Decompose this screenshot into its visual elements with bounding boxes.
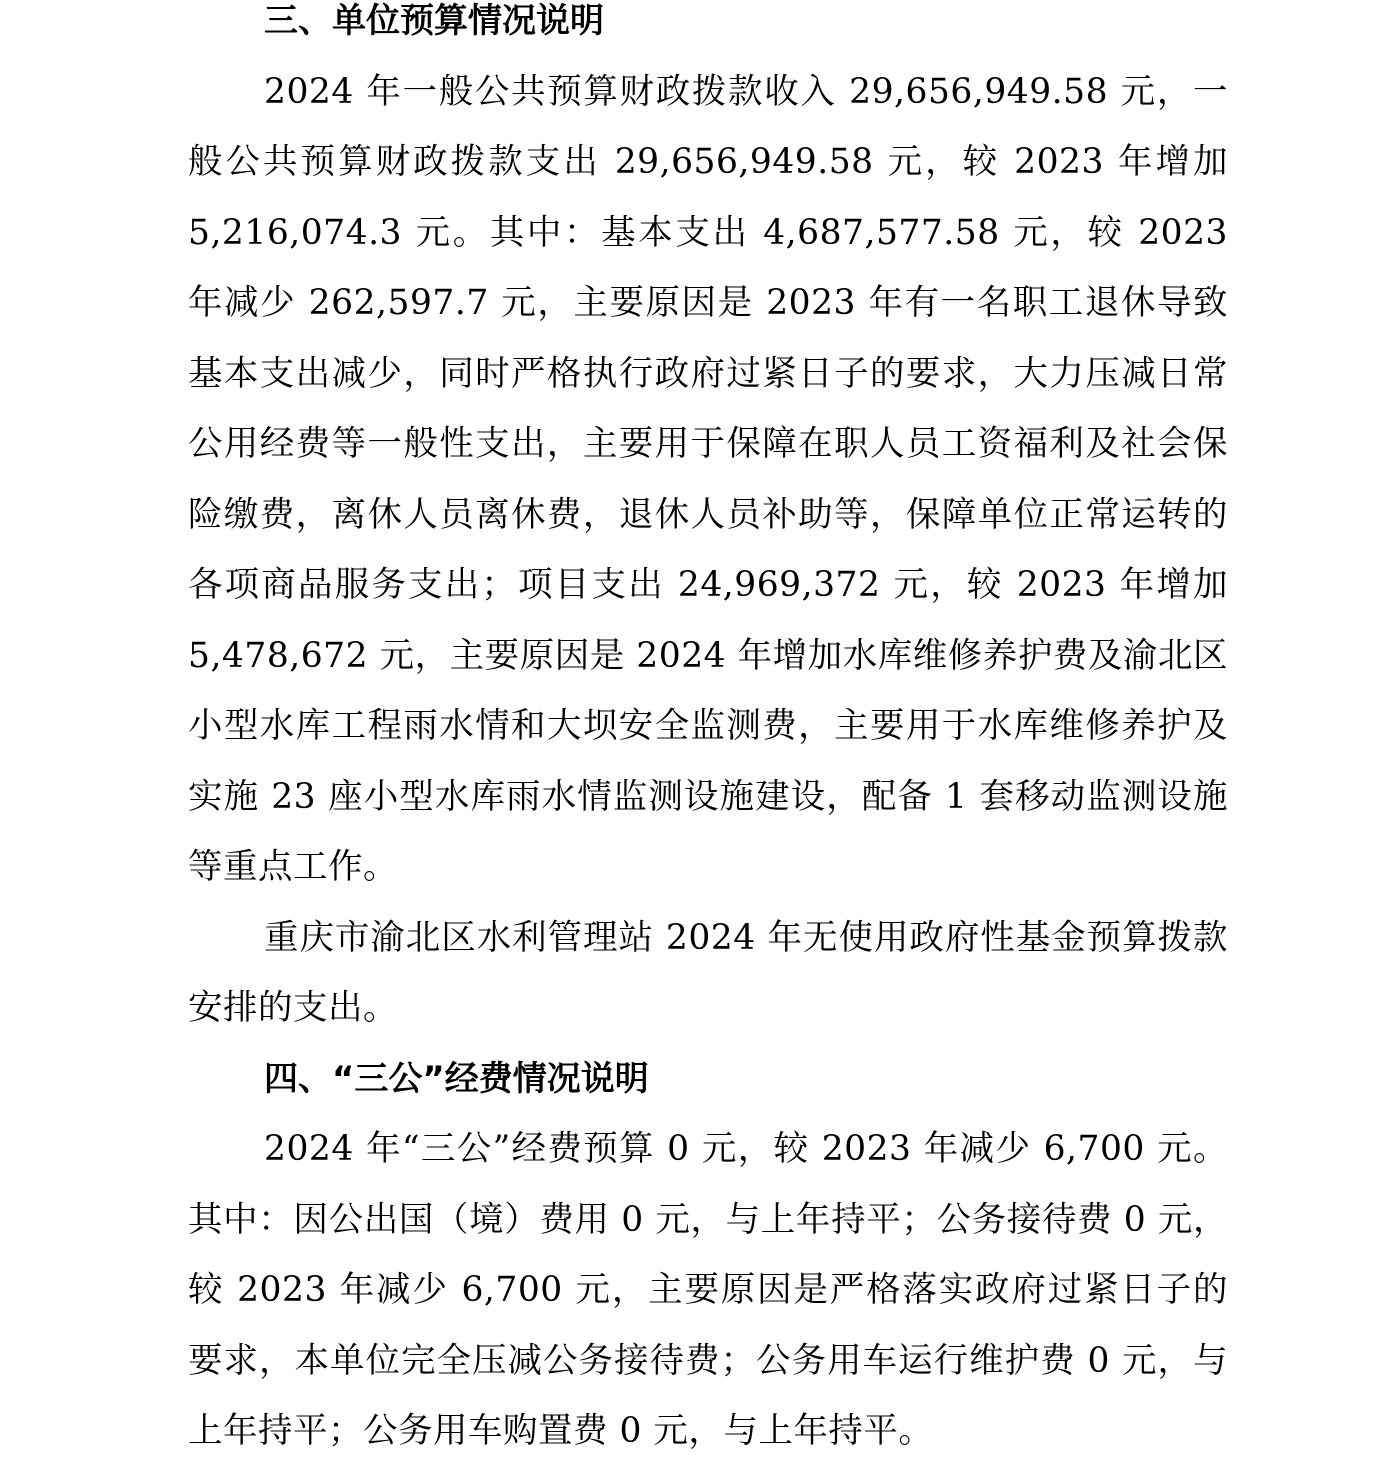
section-heading-three-public-expenses: 四、“三公”经费情况说明 (264, 1058, 649, 1099)
document-page (188, 0, 1228, 1467)
section-heading-unit-budget: 三、单位预算情况说明 (264, 1, 604, 41)
paragraph-government-fund: 重庆市渝北区水利管理站 2024 年无使用政府性基金预算拨款安排的支出。 (188, 917, 1228, 1028)
paragraph-three-public-expenses: 2024 年“三公”经费预算 0 元，较 2023 年减少 6,700 元。其中：因公出国（境）费用 0 元，与上年持平；公务接待费 0 元，较 2023 年减少 6,700 元，主要原因是严格落实政府过紧日子的要求，本单位完全压减公务接待费；公务用车运行维护费 0 元，与上年持平；公务用车购置费 0 元，与上年持平。 (188, 1129, 1228, 1451)
paragraph-general-budget: 2024 年一般公共预算财政拨款收入 29,656,949.58 元，一般公共预算财政拨款支出 29,656,949.58 元，较 2023 年增加 5,216,074.3 元。其中：基本支出 4,687,577.58 元，较 2023 年减少 262,597.7 元，主要原因是 2023 年有一名职工退休导致基本支出减少，同时严格执行政府过紧日子的要求，大力压减日常公用经费等一般性支出，主要用于保障在职人员工资福利及社会保险缴费，离休人员离休费，退休人员补助等，保障单位正常运转的各项商品服务支出；项目支出 24,969,372 元，较 2023 年增加 5,478,672 元，主要原因是 2024 年增加水库维修养护费及渝北区小型水库工程雨水情和大坝安全监测费，主要用于水库维修养护及实施 23 座小型水库雨水情监测设施建设，配备 1 套移动监测设施等重点工作。 (188, 71, 1228, 887)
